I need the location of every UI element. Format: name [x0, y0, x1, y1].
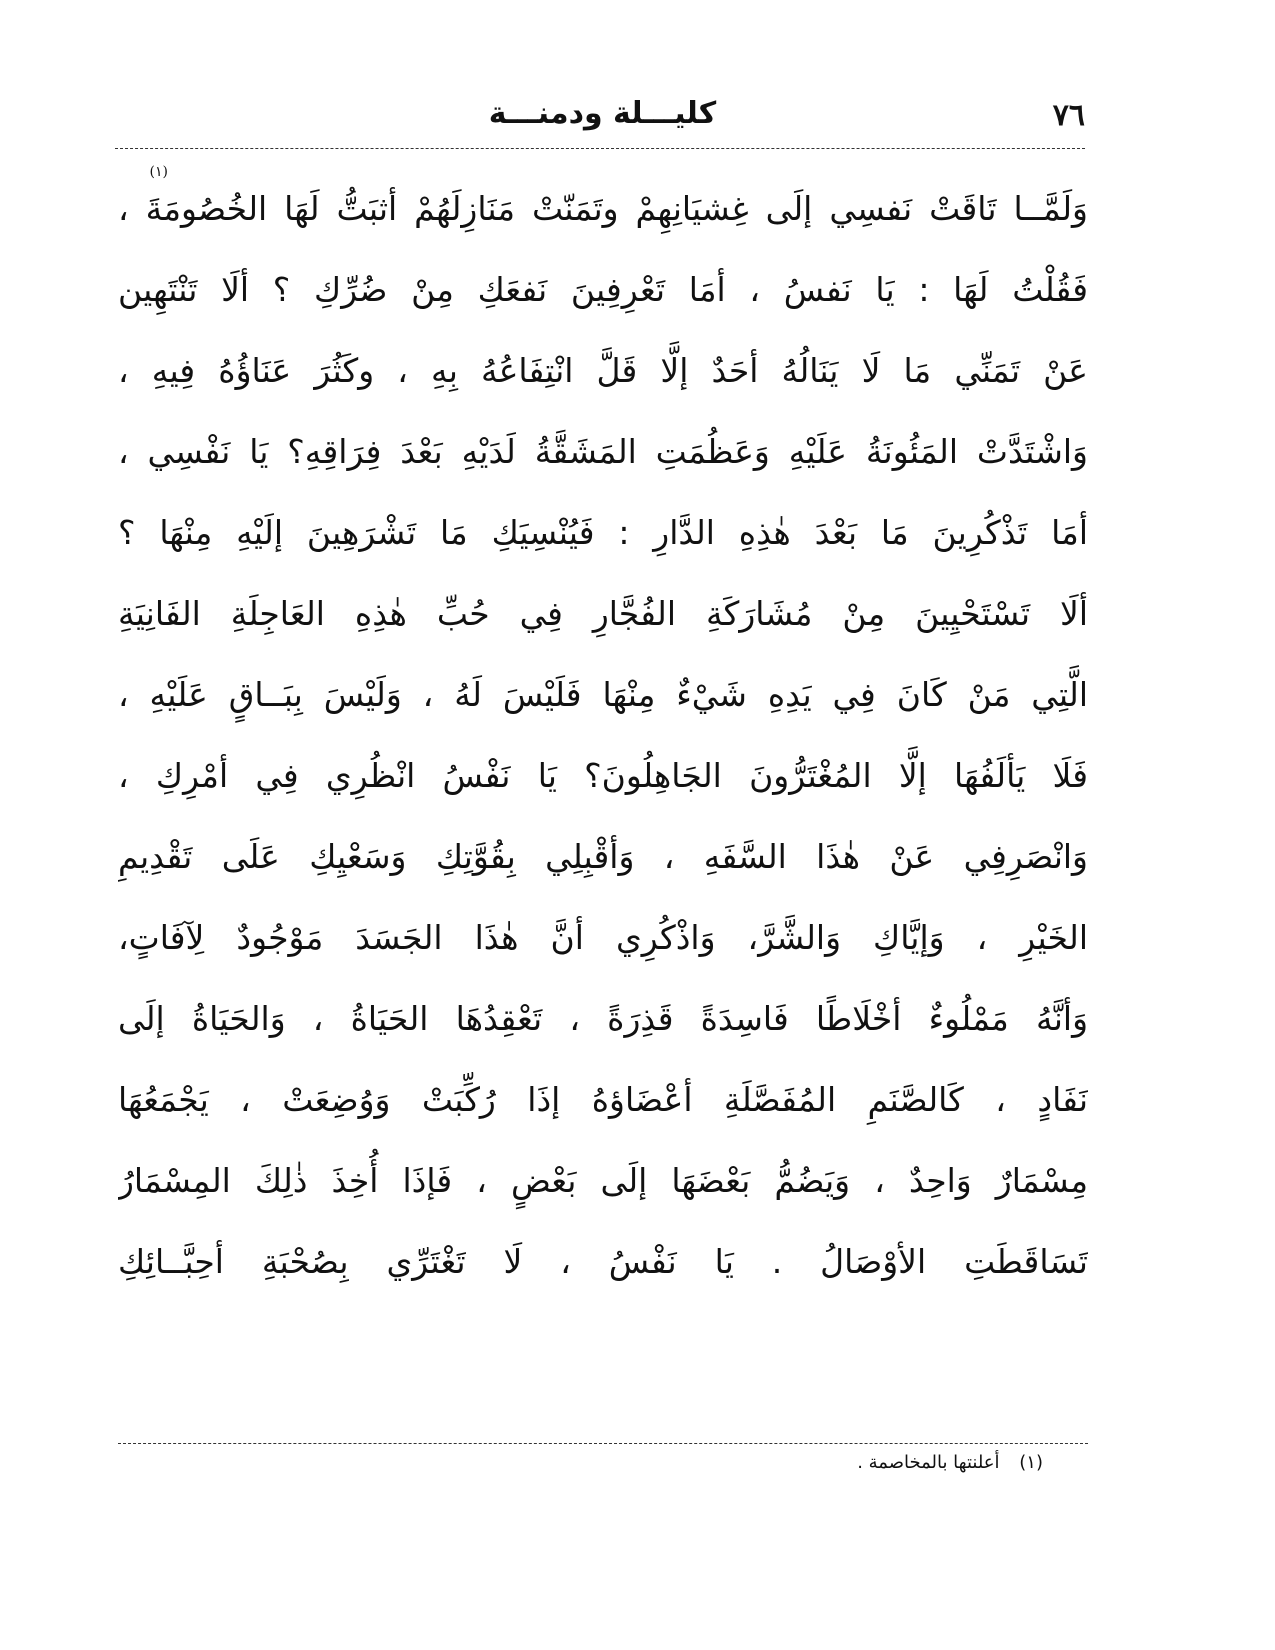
text-line: مِسْمَارٌ وَاحِدٌ ، وَيَضُمُّ بَعْضَهَا إلَى بَعْضٍ ، فَإذَا أُخِذَ ذٰلِكَ المِسْمَارُ — [118, 1161, 1088, 1200]
text-line: وَلَمَّــا تَاقَتْ نَفسِي إلَى غِشيَانِهِمْ وتَمَنّتْ مَنَازِلَهُمْ أثبَتُّ لَهَا الخُصُومَةَ ، — [118, 189, 1088, 228]
text-line: ألَا تَسْتَحْيِينَ مِنْ مُشَارَكَةِ الفُجَّارِ فِي حُبِّ هٰذِهِ العَاجِلَةِ الفَانِيَةِ — [118, 594, 1088, 633]
footnote-marker[interactable]: (١) — [149, 164, 168, 180]
header-divider — [115, 148, 1085, 149]
text-line: عَنْ تَمَنِّي مَا لَا يَنَالُهُ أحَدٌ إلَّا قَلَّ انْتِفَاعُهُ بِهِ ، وكَثُرَ عَنَاؤُهُ فِيهِ ، — [118, 351, 1088, 390]
text-line: الخَيْرِ ، وَإيَّاكِ وَالشَّرَّ، وَاذْكُرِي أنَّ هٰذَا الجَسَدَ مَوْجُودٌ لِآفَاتٍ، — [118, 918, 1088, 957]
text-line: فَلَا يَألَفُهَا إلَّا المُغْتَرُّونَ الجَاهِلُونَ؟ يَا نَفْسُ انْظُرِي فِي أمْرِكِ ، — [118, 756, 1088, 795]
text-line: وَأنَّهُ مَمْلُوءٌ أخْلَاطًا فَاسِدَةً قَذِرَةً ، تَعْقِدُهَا الحَيَاةُ ، وَالحَيَاةُ إلَى — [118, 999, 1088, 1038]
footnote-text: أعلنتها بالمخاصمة . — [857, 1452, 1000, 1473]
running-title: كليـــلة ودمنـــة — [488, 96, 717, 131]
footnote — [857, 1452, 1043, 1473]
text-line: أمَا تَذْكُرِينَ مَا بَعْدَ هٰذِهِ الدَّارِ : فَيُنْسِيَكِ مَا تَشْرَهِينَ إلَيْهِ مِنْهَا ؟ — [118, 513, 1088, 552]
text-line: نَفَادٍ ، كَالصَّنَمِ المُفَصَّلَةِ أعْضَاؤهُ إذَا رُكِّبَتْ وَوُضِعَتْ ، يَجْمَعُهَا — [118, 1080, 1088, 1119]
page-number: ٧٦ — [1052, 98, 1085, 133]
footnote-divider — [118, 1443, 1088, 1444]
body-text — [118, 164, 1088, 1302]
text-line: تَسَاقَطَتِ الأوْصَالُ . يَا نَفْسُ ، لَا تَغْتَرِّي بِصُحْبَةِ أحِبَّــائِكِ — [118, 1242, 1088, 1281]
text-line: وَانْصَرِفِي عَنْ هٰذَا السَّفَهِ ، وَأقْبِلِي بِقُوَّتِكِ وَسَعْيِكِ عَلَى تَقْدِيمِ — [118, 837, 1088, 876]
page-header — [120, 96, 1085, 156]
footnote-number: (١) — [1019, 1452, 1043, 1473]
text-line: فَقُلْتُ لَهَا : يَا نَفسُ ، أمَا تَعْرِفِينَ نَفعَكِ مِنْ ضُرِّكِ ؟ ألَا تَنْتَهِين — [118, 270, 1088, 309]
text-line: الَّتِي مَنْ كَانَ فِي يَدِهِ شَيْءٌ مِنْهَا فَلَيْسَ لَهُ ، وَلَيْسَ بِبَــاقٍ عَلَيْهِ ، — [118, 675, 1088, 714]
text-line: وَاشْتَدَّتْ المَئُونَةُ عَلَيْهِ وَعَظُمَتِ المَشَقَّةُ لَدَيْهِ بَعْدَ فِرَاقِهِ؟ يَا نَفْسِي ، — [118, 432, 1088, 471]
